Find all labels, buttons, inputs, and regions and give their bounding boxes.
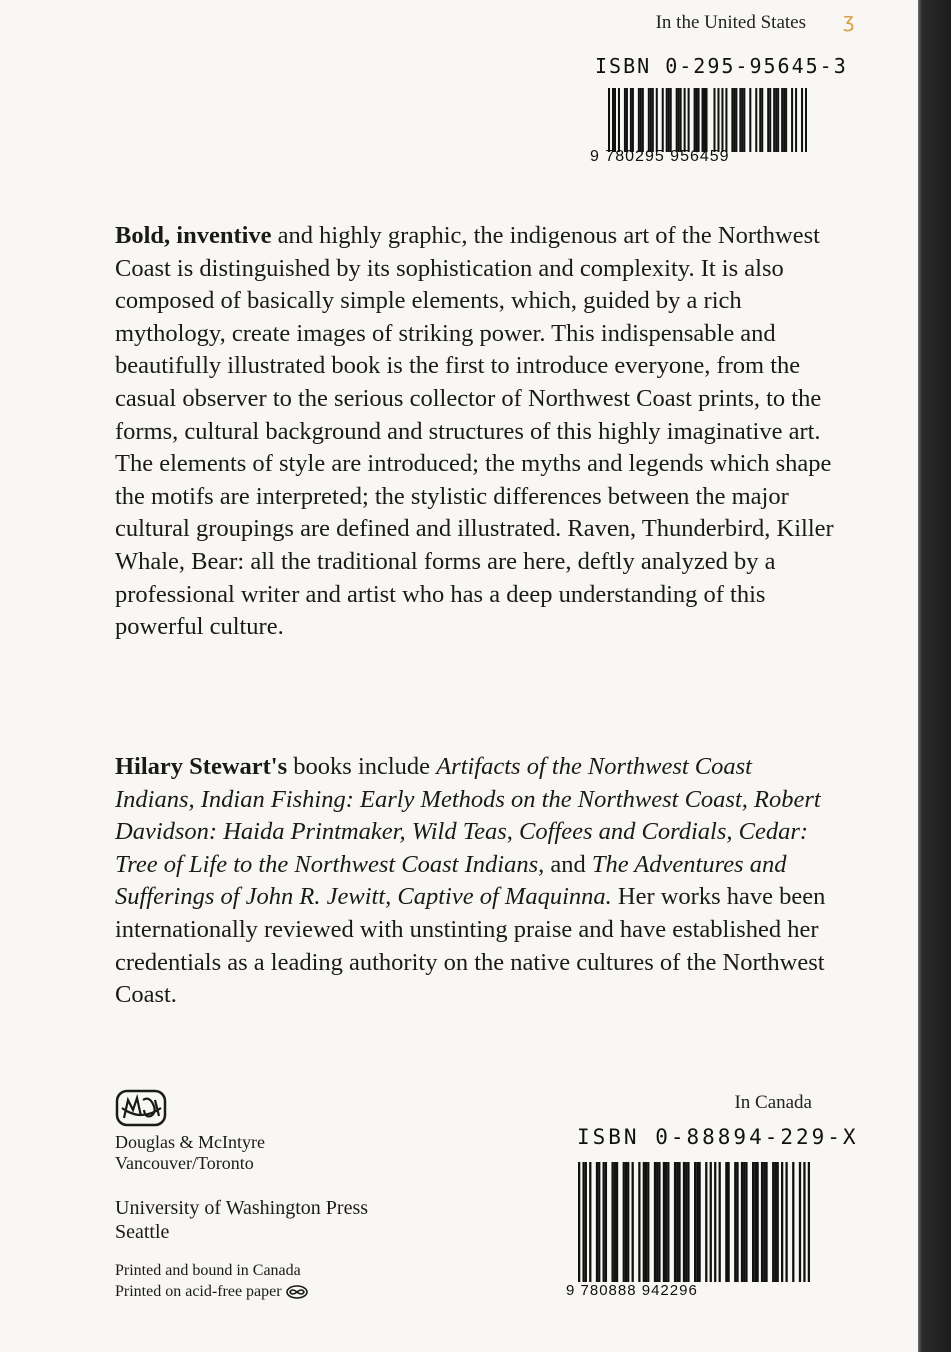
barcode-bar	[654, 1162, 656, 1282]
book-spine-edge	[918, 0, 951, 1352]
barcode-bar	[741, 88, 743, 152]
us-barcode-digits: 9 780295 956459	[590, 148, 730, 165]
barcode-bar	[647, 1162, 649, 1282]
barcode-bar	[605, 1162, 607, 1282]
barcode-bar	[589, 1162, 591, 1282]
barcode-bar	[734, 1162, 736, 1282]
barcode-bar	[616, 1162, 618, 1282]
barcode-bar	[624, 88, 626, 152]
barcode-bar	[663, 1162, 665, 1282]
barcode-bar	[741, 1162, 743, 1282]
barcode-bar	[698, 88, 700, 152]
barcode-bar	[676, 88, 678, 152]
uwp-imprint	[115, 1196, 368, 1244]
canada-isbn: ISBN 0-88894-229-X	[577, 1125, 859, 1149]
barcode-bar	[687, 1162, 689, 1282]
barcode-bar	[725, 88, 727, 152]
barcode-bar	[665, 1162, 667, 1282]
barcode-bar	[608, 88, 610, 152]
barcode-bar	[767, 88, 769, 152]
barcode-bar	[626, 88, 628, 152]
barcode-bar	[754, 1162, 756, 1282]
barcode-bar	[598, 1162, 600, 1282]
barcode-bar	[638, 1162, 640, 1282]
barcode-bar	[777, 1162, 779, 1282]
us-isbn: ISBN 0-295-95645-3	[595, 54, 848, 78]
canada-barcode-digits: 9 780888 942296	[566, 1282, 698, 1299]
barcode-bar	[761, 88, 763, 152]
barcode-bar	[777, 88, 779, 152]
barcode-bar	[625, 1162, 627, 1282]
barcode-bar	[727, 1162, 729, 1282]
bio-titles-2: The Adventures and Sufferings of John R. Jewitt, Captive of Maquinna.	[115, 850, 787, 911]
barcode-bar	[713, 88, 715, 152]
barcode-bar	[643, 1162, 645, 1282]
barcode-bar	[667, 1162, 669, 1282]
us-barcode	[608, 88, 807, 152]
barcode-bar	[733, 88, 735, 152]
barcode-bar	[694, 1162, 696, 1282]
pencil-mark-icon: ʒ	[843, 8, 855, 32]
barcode-bar	[791, 88, 793, 152]
barcode-bar	[698, 1162, 700, 1282]
author-bio-paragraph	[115, 751, 835, 1012]
bio-and: and	[544, 850, 592, 878]
barcode-bar	[603, 1162, 605, 1282]
barcode-bar	[743, 1162, 745, 1282]
barcode-bar	[745, 1162, 747, 1282]
barcode-bar	[685, 1162, 687, 1282]
barcode-bar	[773, 88, 775, 152]
printed-line-2-text: Printed on acid-free paper	[115, 1283, 282, 1300]
barcode-bar	[666, 88, 668, 152]
barcode-bar	[678, 88, 680, 152]
barcode-bar	[765, 1162, 767, 1282]
barcode-bar	[705, 1162, 707, 1282]
printed-line-1: Printed and bound in Canada	[115, 1262, 301, 1279]
barcode-bar	[752, 1162, 754, 1282]
barcode-bar	[694, 88, 696, 152]
barcode-bar	[781, 88, 783, 152]
barcode-bar	[585, 1162, 587, 1282]
printed-line-2	[115, 1281, 308, 1302]
barcode-bar	[676, 1162, 678, 1282]
description-text: and highly graphic, the indigenous art of the Northwest Coast is distinguished by its sophistication and complexity. It is also composed of basically simple elements, which, guided by a rich mythology, create images of striking power. This indispensable and beautifully illustrated book is the first to introduce everyone, from the casual observer to the serious collector of Northwest Coast prints, to the forms, cultural background and structures of this highly imaginative art. The elements of style are introduced; the myths and legends which shape the motifs are interpreted; the stylistic differences between the major cultural groupings are defined and illustrated. Raven, Thunderbird, Killer Whale, Bear: all the traditional forms are here, deftly analyzed by a professional writer and artist who has a deep understanding of this powerful culture.	[115, 222, 834, 641]
barcode-bar	[582, 1162, 584, 1282]
barcode-bar	[611, 1162, 613, 1282]
barcode-bar	[774, 1162, 776, 1282]
barcode-bar	[674, 1162, 676, 1282]
infinity-icon	[286, 1285, 308, 1299]
barcode-bar	[725, 1162, 727, 1282]
barcode-bar	[612, 88, 614, 152]
barcode-bar	[680, 88, 682, 152]
bio-titles-1: Artifacts of the Northwest Coast Indians, Indian Fishing: Early Methods on the Northwest Coast, Robert Davidson: Haida Printmaker, Wild Teas, Coffees and Cordials, Cedar: Tree of Life to the Northwest Coast Indians,	[115, 753, 821, 878]
barcode-bar	[642, 88, 644, 152]
barcode-bar	[684, 88, 686, 152]
barcode-bar	[638, 88, 640, 152]
barcode-bar	[678, 1162, 680, 1282]
barcode-bar	[803, 1162, 805, 1282]
description-paragraph	[115, 220, 835, 644]
barcode-bar	[805, 88, 807, 152]
douglas-mcintyre-logo-icon	[115, 1088, 167, 1128]
barcode-bar	[772, 1162, 774, 1282]
barcode-bar	[785, 88, 787, 152]
barcode-bar	[623, 1162, 625, 1282]
barcode-bar	[755, 88, 757, 152]
barcode-bar	[785, 1162, 787, 1282]
barcode-bar	[596, 1162, 598, 1282]
printing-notes	[115, 1260, 308, 1302]
barcode-bar	[656, 88, 658, 152]
barcode-bar	[650, 88, 652, 152]
barcode-bar	[662, 88, 664, 152]
barcode-bar	[578, 1162, 580, 1282]
barcode-bar	[614, 1162, 616, 1282]
barcode-bar	[614, 88, 616, 152]
barcode-bar	[749, 88, 751, 152]
uwp-city: Seattle	[115, 1221, 170, 1243]
barcode-bar	[783, 88, 785, 152]
barcode-bar	[652, 88, 654, 152]
dm-city: Vancouver/Toronto	[115, 1153, 254, 1173]
barcode-bar	[670, 88, 672, 152]
barcode-bar	[688, 88, 690, 152]
uwp-name: University of Washington Press	[115, 1197, 369, 1219]
barcode-bar	[721, 88, 723, 152]
barcode-bar	[710, 1162, 712, 1282]
barcode-bar	[799, 1162, 801, 1282]
author-name: Hilary Stewart's	[115, 753, 288, 780]
barcode-bar	[683, 1162, 685, 1282]
barcode-bar	[781, 1162, 783, 1282]
bio-intro: books include	[287, 753, 437, 780]
barcode-bar	[632, 1162, 634, 1282]
barcode-bar	[808, 1162, 810, 1282]
barcode-bar	[769, 88, 771, 152]
barcode-bar	[795, 88, 797, 152]
dm-name: Douglas & McIntyre	[115, 1132, 265, 1152]
barcode-bar	[668, 88, 670, 152]
barcode-bar	[792, 1162, 794, 1282]
barcode-bar	[645, 1162, 647, 1282]
barcode-bar	[735, 88, 737, 152]
barcode-bar	[739, 88, 741, 152]
barcode-bar	[775, 88, 777, 152]
barcode-bar	[696, 1162, 698, 1282]
barcode-bar	[763, 1162, 765, 1282]
barcode-bar	[702, 88, 704, 152]
us-region-label: In the United States	[655, 12, 806, 33]
barcode-bar	[704, 88, 706, 152]
barcode-bar	[719, 1162, 721, 1282]
douglas-mcintyre-imprint	[115, 1132, 265, 1174]
barcode-bar	[630, 88, 632, 152]
barcode-bar	[658, 1162, 660, 1282]
barcode-bar	[618, 88, 620, 152]
barcode-bar	[706, 88, 708, 152]
description-lead: Bold, inventive	[115, 222, 272, 249]
barcode-bar	[756, 1162, 758, 1282]
barcode-bar	[731, 88, 733, 152]
barcode-bar	[648, 88, 650, 152]
barcode-bar	[717, 88, 719, 152]
barcode-bar	[632, 88, 634, 152]
barcode-bar	[801, 88, 803, 152]
barcode-bar	[714, 1162, 716, 1282]
barcode-bar	[640, 88, 642, 152]
barcode-bar	[743, 88, 745, 152]
barcode-bar	[759, 88, 761, 152]
barcode-bar	[696, 88, 698, 152]
barcode-bar	[761, 1162, 763, 1282]
barcode-bar	[656, 1162, 658, 1282]
canada-region-label: In Canada	[734, 1092, 812, 1113]
barcode-bar	[736, 1162, 738, 1282]
bio-rest: Her works have been internationally reviewed with unstinting praise and have established her credentials as a leading authority on the native cultures of the Northwest Coast.	[115, 883, 826, 1009]
barcode-bar	[627, 1162, 629, 1282]
canada-barcode	[578, 1162, 810, 1282]
